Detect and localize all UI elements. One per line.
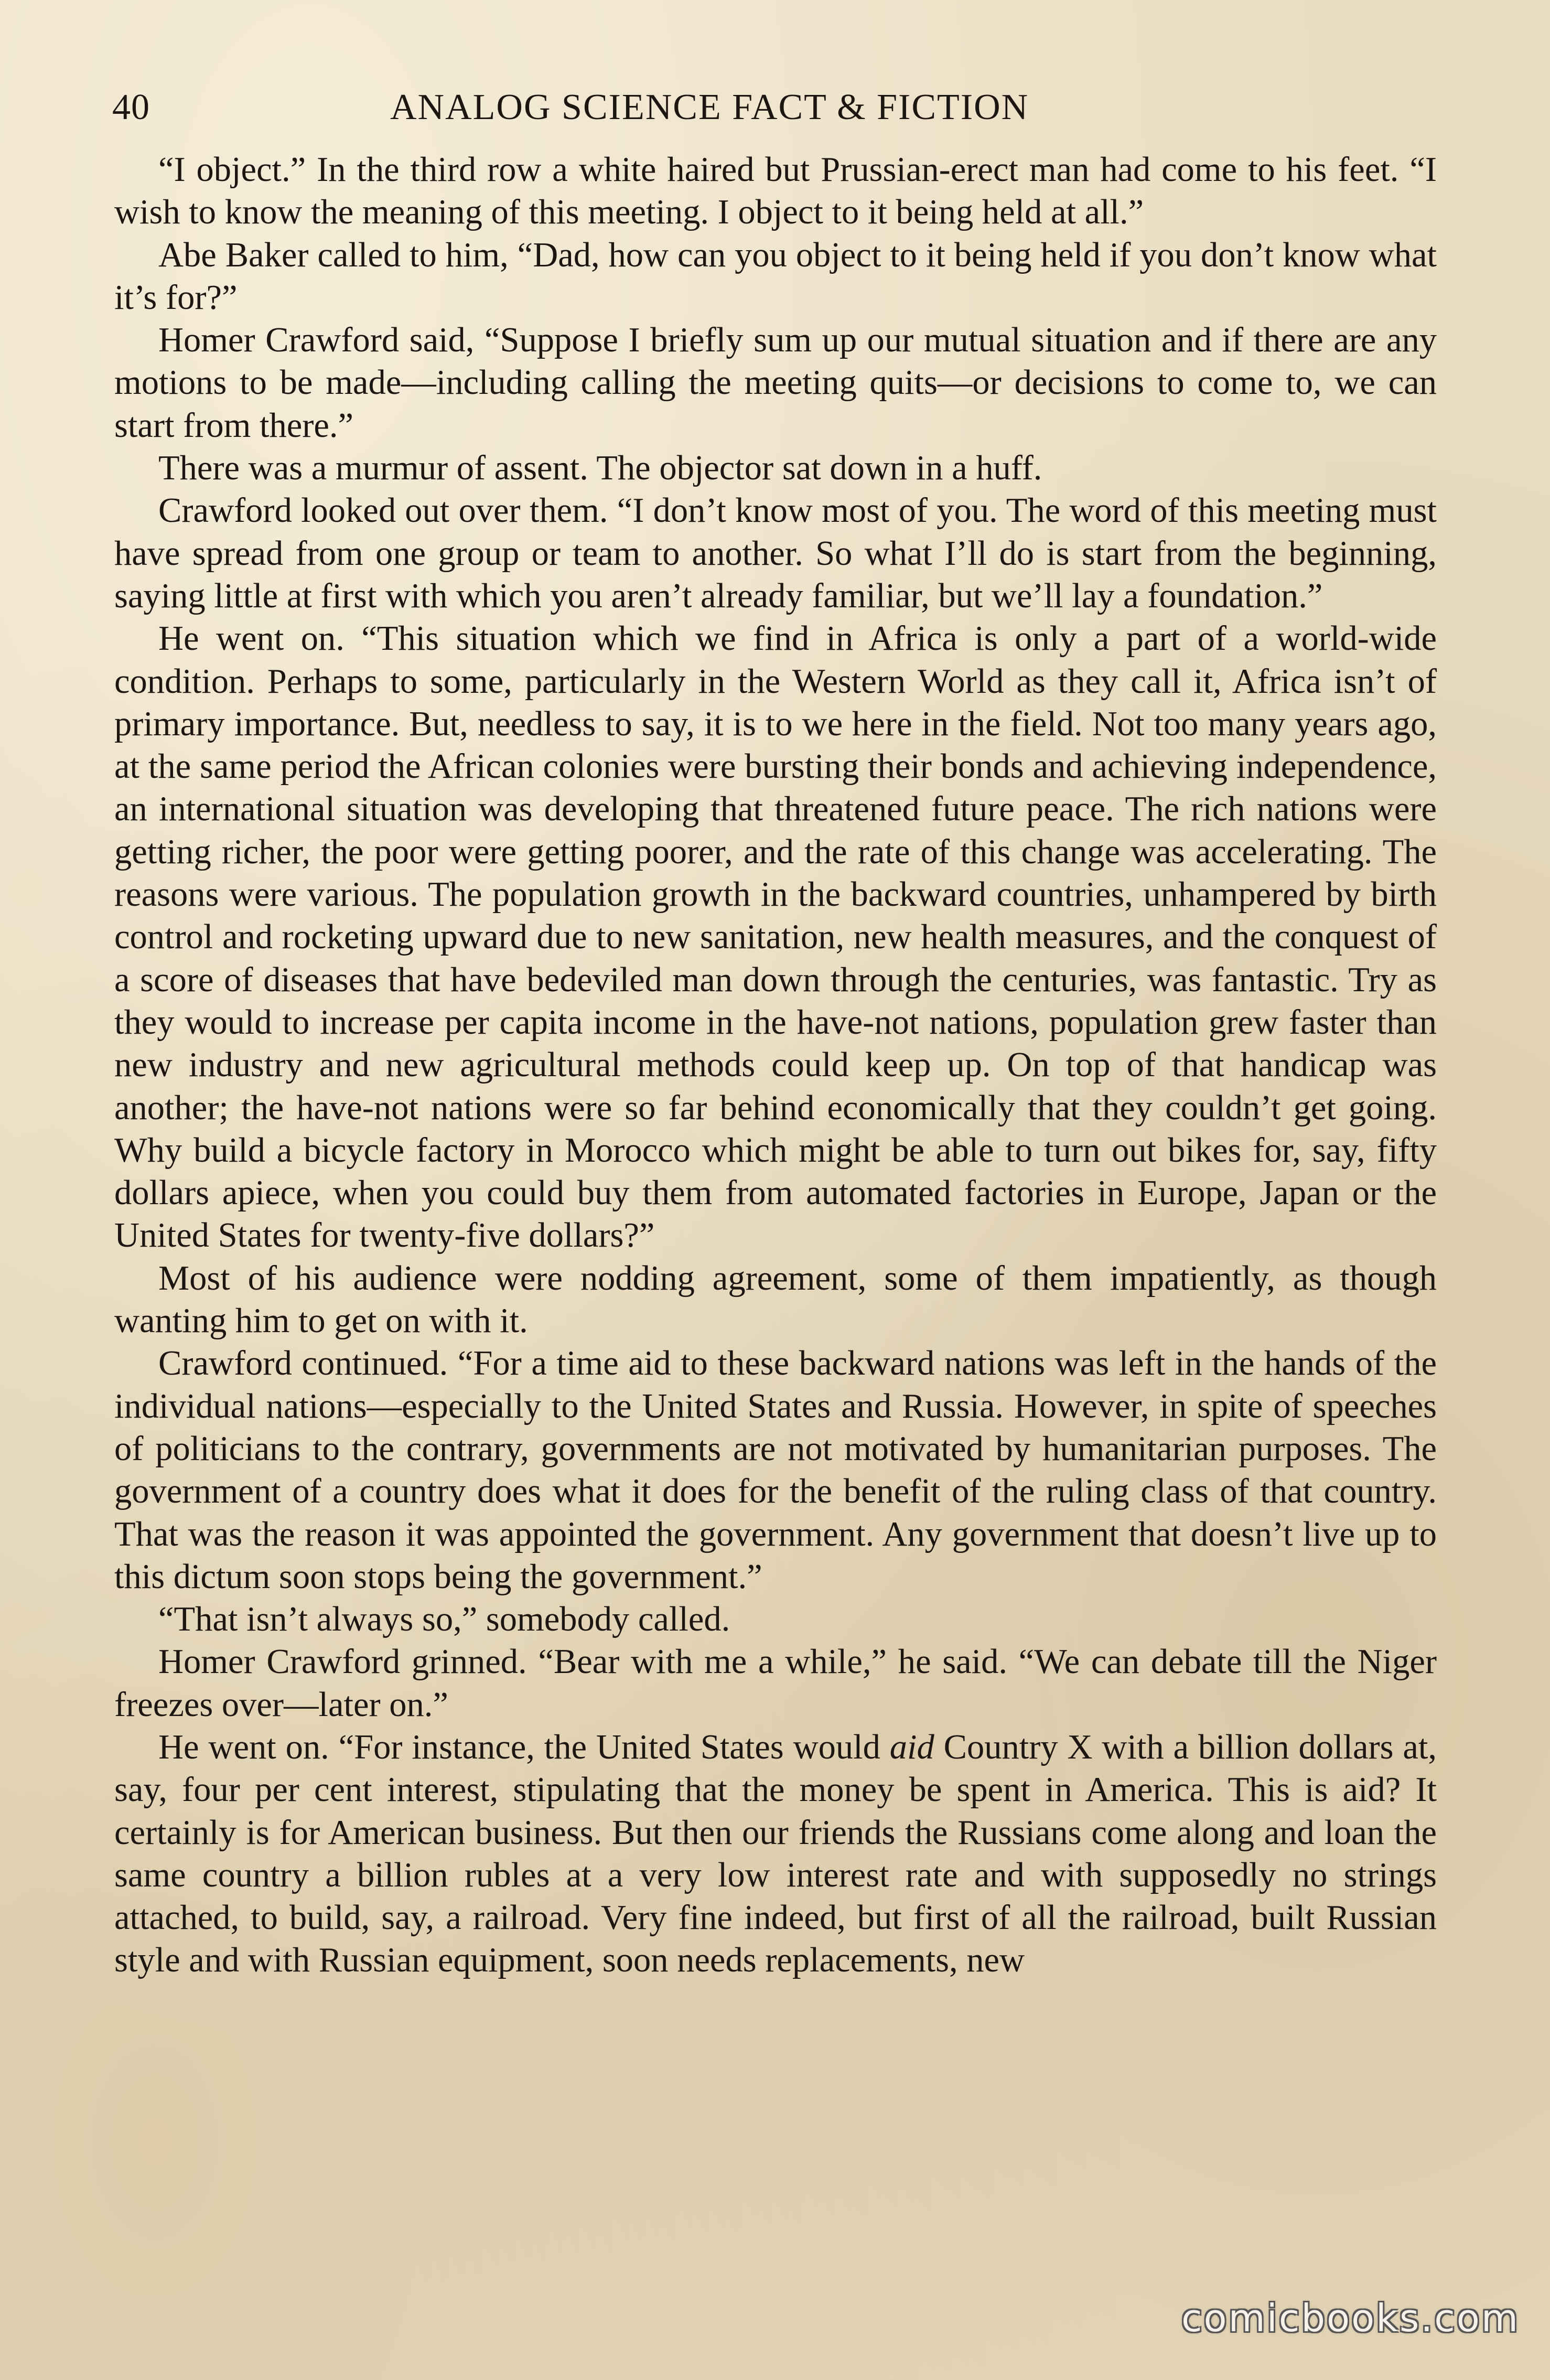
emphasis-text: aid (889, 1728, 934, 1766)
paragraph-last (114, 1726, 1437, 1982)
paragraph: Homer Crawford said, “Suppose I briefly sum up our mutual situation and if there are any motions to be made—including calling the meeting quits—or decisions to come to, we can start from there.” (114, 321, 1437, 445)
running-title: ANALOG SCIENCE FACT & FICTION (390, 87, 1029, 127)
paragraph: “That isn’t always so,” somebody called. (158, 1600, 730, 1639)
paragraph-text: Country X with a billion dollars at, say, four per cent interest, stipulating that the money be spent in America. This is aid? It certainly is for American business. But then our friends the Russians come along and loan the same country a billion rubles at a very low interest rate and with supposedly no strings attached, to build, say, a railroad. Very fine indeed, but first of all the railroad, built Russian style and with Russian equipment, soon needs replacements, new (114, 1728, 1437, 1980)
watermark: comicbooks.com (1181, 2296, 1520, 2340)
paragraph: “I object.” In the third row a white haired but Prussian-erect man had come to his feet. “I wish to know the meaning of this meeting. I object to it being held at all.” (114, 151, 1437, 232)
page-number: 40 (112, 87, 150, 127)
paragraph: There was a murmur of assent. The objector sat down in a huff. (158, 449, 1042, 488)
running-header (112, 84, 1434, 131)
body-text (114, 148, 1437, 1982)
paragraph-text: He went on. “For instance, the United States would (158, 1728, 890, 1766)
paragraph: Crawford continued. “For a time aid to these backward nations was left in the hands of the individual nations—especially to the United States and Russia. However, in spite of speeches of politicians to the contrary, governments are not motivated by humanitarian purposes. The government of a country does what it does for the benefit of the ruling class of that country. That was the reason it was appointed the government. Any government that doesn’t live up to this dictum soon stops being the government.” (114, 1344, 1437, 1596)
paragraph: He went on. “This situation which we find in Africa is only a part of a world-wide condition. Perhaps to some, particularly in the Western World as they call it, Africa isn’t of primary importance. But, needless to say, it is to we here in the field. Not too many years ago, at the same period the African colonies were bursting their bonds and achieving independence, an international situation was developing that threatened future peace. The rich nations were getting richer, the poor were getting poorer, and the rate of this change was accelerating. The reasons were various. The population growth in the backward countries, unhampered by birth control and rocketing upward due to new sanitation, new health measures, and the conquest of a score of diseases that have bedeviled man down through the centuries, was fantastic. Try as they would to increase per capita income in the have-not nations, population grew faster than new industry and new agricultural methods could keep up. On top of that handicap was another; the have-not nations were so far behind economically that they couldn’t get going. Why build a bicycle factory in Morocco which might be able to turn out bikes for, say, fifty dollars apiece, when you could buy them from automated factories in Europe, Japan or the United States for twenty-five dollars?” (114, 619, 1437, 1255)
paragraph: Most of his audience were nodding agreement, some of them impatiently, as though wanting him to get on with it. (114, 1259, 1437, 1341)
paragraph: Homer Crawford grinned. “Bear with me a while,” he said. “We can debate till the Niger freezes over—later on.” (114, 1643, 1437, 1724)
paragraph: Abe Baker called to him, “Dad, how can you object to it being held if you don’t know what it’s for?” (114, 235, 1437, 317)
paragraph: Crawford looked out over them. “I don’t know most of you. The word of this meeting must have spread from one group or team to another. So what I’ll do is start from the beginning, saying little at first with which you aren’t already familiar, but we’ll lay a foundation.” (114, 491, 1437, 615)
